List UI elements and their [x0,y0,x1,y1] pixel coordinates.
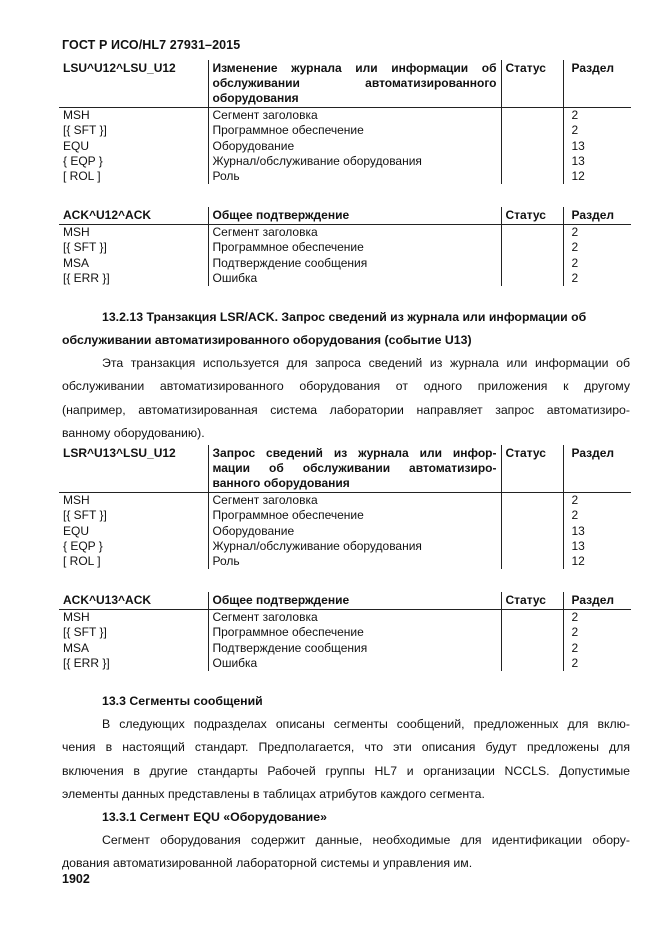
message-title: Общее подтверждение [208,207,501,225]
description-cell: Роль [208,554,501,569]
status-cell [501,554,563,569]
table-row [59,610,631,626]
description-cell: Ошибка [208,271,501,286]
status-cell [501,225,563,241]
section-cell: 2 [563,271,631,286]
message-name: LSU^U12^LSU_U12 [59,60,208,108]
segment-cell: [{ SFT }] [63,240,107,255]
section-header: Раздел [563,592,631,610]
message-title-line: Запрос сведений из журнала или инфор- [212,446,497,460]
table-row [59,169,631,184]
message-title-line: оборудования [212,91,299,105]
description-cell: Программное обеспечение [208,508,501,523]
section-cell: 2 [563,610,631,626]
message-title: Общее подтверждение [208,592,501,610]
status-header: Статус [501,445,563,493]
paragraph-line: Эта транзакция используется для запроса сведений из журнала или информации об [102,356,630,370]
status-cell [501,610,563,626]
paragraph-line: В следующих подразделах описаны сегменты сообщений, предложенных для вклю- [102,717,630,731]
page-number: 1902 [62,872,90,886]
paragraph-line: (например, автоматизированная система лаборатории направляет запрос автоматизиро- [62,402,630,417]
segment-cell: MSH [63,493,90,507]
paragraph-line: обслуживании автоматизированного оборудования от одного приложения к другому [62,379,630,394]
message-title-line: ванного оборудования [212,476,350,490]
paragraph-13-3-1 [62,829,630,876]
status-header: Статус [501,60,563,108]
paragraph-line: включения в другие стандарты Рабочей группы HL7 и организации NCCLS. Допустимые [62,763,630,778]
status-cell [501,524,563,539]
status-cell [501,108,563,124]
message-title-line: Изменение журнала или информации об [212,61,497,75]
description-cell: Ошибка [208,656,501,671]
section-heading-13-3-1: 13.3.1 Сегмент EQU «Оборудование» [102,810,327,824]
description-cell: Подтверждение сообщения [208,256,501,271]
status-cell [501,539,563,554]
section-heading-13-2-13 [102,306,586,329]
paragraph-13-3 [62,713,630,807]
section-cell: 2 [563,108,631,124]
heading-line: 13.2.13 Транзакция LSR/ACK. Запрос сведений из журнала или информации об [102,310,587,324]
section-cell: 2 [563,225,631,241]
table-row [59,625,631,640]
message-table-ack-u12 [59,207,631,286]
paragraph-line: чения в настоящий стандарт. Предполагается, что эти описания будут предложены для [62,740,630,755]
description-cell: Программное обеспечение [208,625,501,640]
message-name: ACK^U12^ACK [59,207,208,225]
status-cell [501,641,563,656]
status-cell [501,123,563,138]
table-row [59,271,631,286]
description-cell: Журнал/обслуживание оборудования [208,539,501,554]
status-cell [501,493,563,509]
table-row [59,240,631,255]
table-row [59,508,631,523]
description-cell: Программное обеспечение [208,123,501,138]
table-row [59,154,631,169]
section-heading-13-2-13-cont [62,329,630,352]
status-header: Статус [501,592,563,610]
status-cell [501,256,563,271]
segment-cell: MSH [63,610,90,624]
status-cell [501,240,563,255]
segment-cell: { EQP } [63,153,103,168]
table-row [59,256,631,271]
table-row [59,108,631,124]
status-cell [501,169,563,184]
table-row [59,139,631,154]
description-cell: Журнал/обслуживание оборудования [208,154,501,169]
section-cell: 13 [563,154,631,169]
table-row [59,524,631,539]
status-cell [501,139,563,154]
table-row [59,225,631,241]
segment-cell: EQU [63,138,90,153]
segment-cell: [{ SFT }] [63,508,107,523]
paragraph-13-2-13 [62,352,630,446]
section-cell: 13 [563,139,631,154]
segment-cell: [ ROL ] [63,554,101,569]
table-row [59,123,631,138]
paragraph-line: элементы данных представлены в таблицах атрибутов каждого сегмента. [62,787,485,802]
description-cell: Программное обеспечение [208,240,501,255]
message-table-ack-u13 [59,592,631,671]
description-cell: Сегмент заголовка [208,610,501,626]
section-cell: 2 [563,256,631,271]
table-row [59,656,631,671]
section-cell: 12 [563,169,631,184]
table-row [59,493,631,509]
section-heading-13-3: 13.3 Сегменты сообщений [102,694,263,708]
segment-cell: [{ SFT }] [63,123,107,138]
table-row [59,641,631,656]
paragraph-line: Сегмент оборудования содержит данные, необходимые для идентификации обору- [102,833,630,847]
status-header: Статус [501,207,563,225]
segment-cell: [{ ERR }] [63,270,110,285]
description-cell: Оборудование [208,139,501,154]
status-cell [501,154,563,169]
table-row [59,539,631,554]
section-cell: 2 [563,656,631,671]
section-cell: 13 [563,539,631,554]
segment-cell: EQU [63,523,90,538]
segment-cell: MSA [63,255,90,270]
description-cell: Роль [208,169,501,184]
section-cell: 2 [563,123,631,138]
message-title [208,445,501,493]
section-cell: 13 [563,524,631,539]
segment-cell: [ ROL ] [63,169,101,184]
message-title-line: обслуживании автоматизированного [212,76,497,90]
section-cell: 2 [563,625,631,640]
section-cell: 12 [563,554,631,569]
message-table-lsu-u12 [59,60,631,184]
status-cell [501,508,563,523]
segment-cell: MSH [63,108,90,122]
section-header: Раздел [563,445,631,493]
description-cell: Подтверждение сообщения [208,641,501,656]
message-title-line: мации об обслуживании автоматизиро- [212,461,497,475]
table-row [59,554,631,569]
message-table-lsr-u13 [59,445,631,569]
description-cell: Сегмент заголовка [208,225,501,241]
segment-cell: [{ SFT }] [63,625,107,640]
description-cell: Сегмент заголовка [208,108,501,124]
status-cell [501,656,563,671]
status-cell [501,271,563,286]
section-cell: 2 [563,508,631,523]
section-cell: 2 [563,240,631,255]
paragraph-line: ванному оборудованию). [62,426,205,441]
paragraph-line: дования автоматизированной лабораторной системы и управления им. [62,856,473,871]
description-cell: Оборудование [208,524,501,539]
document-header: ГОСТ Р ИСО/HL7 27931–2015 [62,38,241,52]
segment-cell: { EQP } [63,538,103,553]
section-header: Раздел [563,207,631,225]
description-cell: Сегмент заголовка [208,493,501,509]
section-cell: 2 [563,493,631,509]
section-cell: 2 [563,641,631,656]
message-name: ACK^U13^ACK [59,592,208,610]
segment-cell: [{ ERR }] [63,655,110,670]
message-title [208,60,501,108]
message-name: LSR^U13^LSU_U12 [59,445,208,493]
segment-cell: MSA [63,640,90,655]
heading-line: обслуживании автоматизированного оборудования (событие U13) [62,333,472,347]
status-cell [501,625,563,640]
section-header: Раздел [563,60,631,108]
segment-cell: MSH [63,225,90,239]
